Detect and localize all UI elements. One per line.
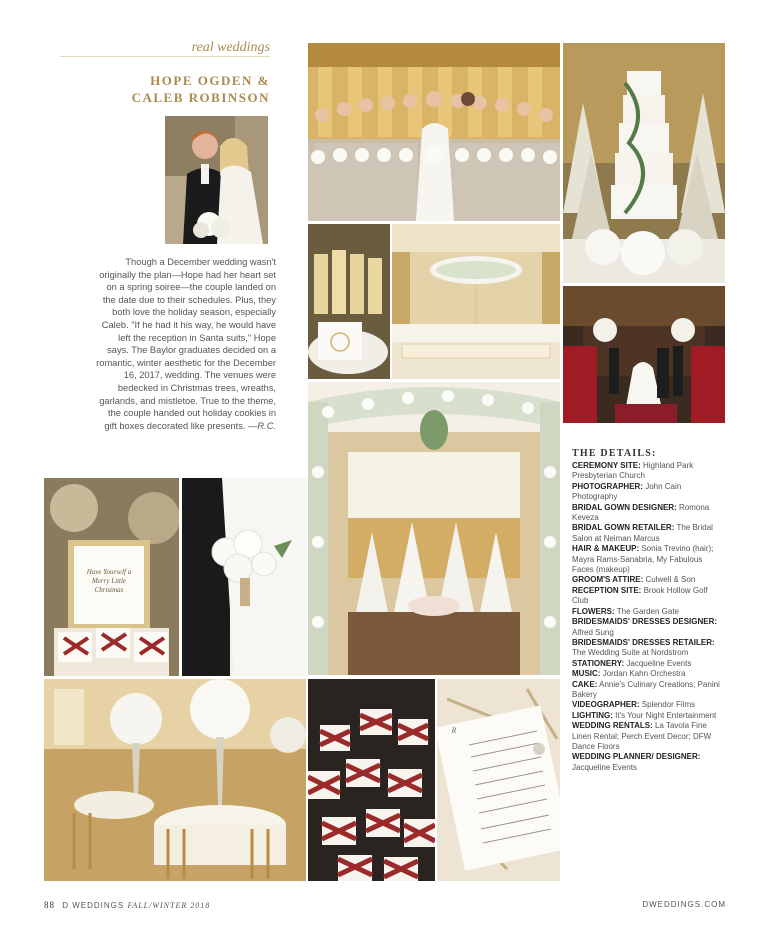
detail-item: [572, 586, 722, 607]
detail-item: [572, 617, 722, 638]
detail-item: [572, 711, 722, 721]
detail-item: [572, 503, 722, 524]
detail-key: VIDEOGRAPHER:: [572, 700, 640, 710]
detail-item: [572, 575, 722, 585]
couple-line-1: HOPE OGDEN &: [150, 73, 270, 88]
detail-key: STATIONERY:: [572, 658, 625, 668]
detail-item: [572, 638, 722, 659]
section-label: real weddings: [191, 40, 270, 55]
detail-key: FLOWERS:: [572, 606, 615, 616]
couple-line-2: CALEB ROBINSON: [131, 90, 270, 105]
couple-names: [120, 72, 270, 106]
invitation-monogram: R: [451, 726, 457, 735]
detail-item: [572, 669, 722, 679]
detail-key: PHOTOGRAPHER:: [572, 481, 643, 491]
detail-value: Jacqueline Events: [572, 762, 637, 772]
reception-hall-photo: [392, 224, 560, 379]
detail-value: The Bridal Salon at Neiman Marcus: [572, 523, 713, 543]
detail-key: HAIR & MAKEUP:: [572, 544, 640, 554]
wedding-cake-photo: [563, 43, 725, 283]
detail-key: WEDDING RENTALS:: [572, 721, 653, 731]
detail-key: WEDDING PLANNER/ DESIGNER:: [572, 752, 701, 762]
couple-portrait-photo: [165, 116, 268, 244]
detail-key: RECEPTION SITE:: [572, 585, 642, 595]
bridesmaids-photo: [308, 43, 560, 221]
detail-value: The Garden Gate: [616, 606, 680, 616]
story-text: [96, 256, 276, 432]
reception-entrance-photo: [308, 382, 560, 675]
detail-key: MUSIC:: [572, 669, 601, 679]
detail-item: [572, 721, 722, 752]
detail-value: Sonia Trevino (hair); Mayra Rams-Sanabria, My Fabulous Faces (makeup): [572, 544, 714, 575]
bridal-bouquet-photo: [182, 478, 307, 676]
detail-item: [572, 752, 722, 773]
footer-left: [44, 900, 210, 910]
detail-value: Jordan Kahn Orchestra: [602, 669, 686, 679]
detail-value: Culwell & Son: [645, 575, 696, 585]
footer-site: DWEDDINGS.COM: [642, 900, 726, 909]
detail-key: CAKE:: [572, 679, 598, 689]
issue-name: FALL/WINTER 2018: [127, 901, 211, 910]
detail-value: Splendor Films: [641, 700, 696, 710]
detail-key: BRIDESMAIDS' DRESSES DESIGNER:: [572, 617, 718, 627]
detail-value: Brook Hollow Golf Club: [572, 585, 708, 606]
details-heading: THE DETAILS:: [572, 448, 657, 459]
champagne-photo: [308, 224, 390, 379]
detail-key: CEREMONY SITE:: [572, 461, 641, 470]
detail-item: [572, 659, 722, 669]
detail-item: [572, 607, 722, 617]
detail-value: The Wedding Suite at Nordstrom: [572, 648, 689, 658]
table-setting-photo: [44, 679, 306, 881]
ceremony-photo: [563, 286, 725, 423]
detail-key: BRIDAL GOWN DESIGNER:: [572, 502, 677, 512]
detail-value: Highland Park Presbyterian Church: [572, 461, 694, 481]
detail-key: LIGHTING:: [572, 710, 613, 720]
detail-item: [572, 700, 722, 710]
magazine-name: D WEDDINGS: [62, 901, 125, 910]
detail-value: It's Your Night Entertainment: [615, 710, 717, 720]
story-byline: —R.C.: [248, 420, 276, 431]
detail-value: La Tavola Fine Linen Rental; Perch Event Decor; DFW Dance Floors: [572, 721, 712, 751]
detail-item: [572, 461, 722, 482]
detail-item: [572, 523, 722, 544]
detail-item: [572, 680, 722, 701]
story-body: Though a December wedding wasn't originally the plan—Hope had her heart set on a spring soiree—the couple landed on the date due to their schedules. Plus, they both love the holiday season, especially Caleb. "If he had it his way, he would have left the reception in Santa suits," Hope says. The Baylor graduates decided on a romantic, winter aesthetic for the December 16, 2017, wedding. The venues were bedecked in Christmas trees, wreaths, garlands, and mistletoe. True to the theme, the couple handed out holiday cookies in gift boxes decorated like presents.: [96, 257, 276, 431]
page-number: 88: [44, 900, 55, 910]
detail-value: Romona Keveza: [572, 502, 710, 523]
gift-boxes-photo: [308, 679, 435, 881]
details-list: [572, 461, 722, 773]
detail-key: BRIDESMAIDS' DRESSES RETAILER:: [572, 637, 715, 647]
header-rule: [60, 56, 270, 57]
detail-key: GROOM'S ATTIRE:: [572, 575, 644, 585]
sign-text: Have Yourself a Merry Little Christmas: [86, 568, 132, 594]
sign-and-gifts-photo: [44, 478, 179, 676]
detail-item: [572, 482, 722, 503]
invitation-photo: [437, 679, 560, 881]
detail-key: BRIDAL GOWN RETAILER:: [572, 523, 675, 533]
detail-value: John Cain Photography: [572, 481, 682, 502]
detail-value: Alfred Sung: [572, 627, 614, 637]
detail-item: [572, 544, 722, 575]
detail-value: Jacqueline Events: [626, 658, 692, 668]
detail-value: Annie's Culinary Creations; Panini Bakery: [572, 679, 720, 699]
